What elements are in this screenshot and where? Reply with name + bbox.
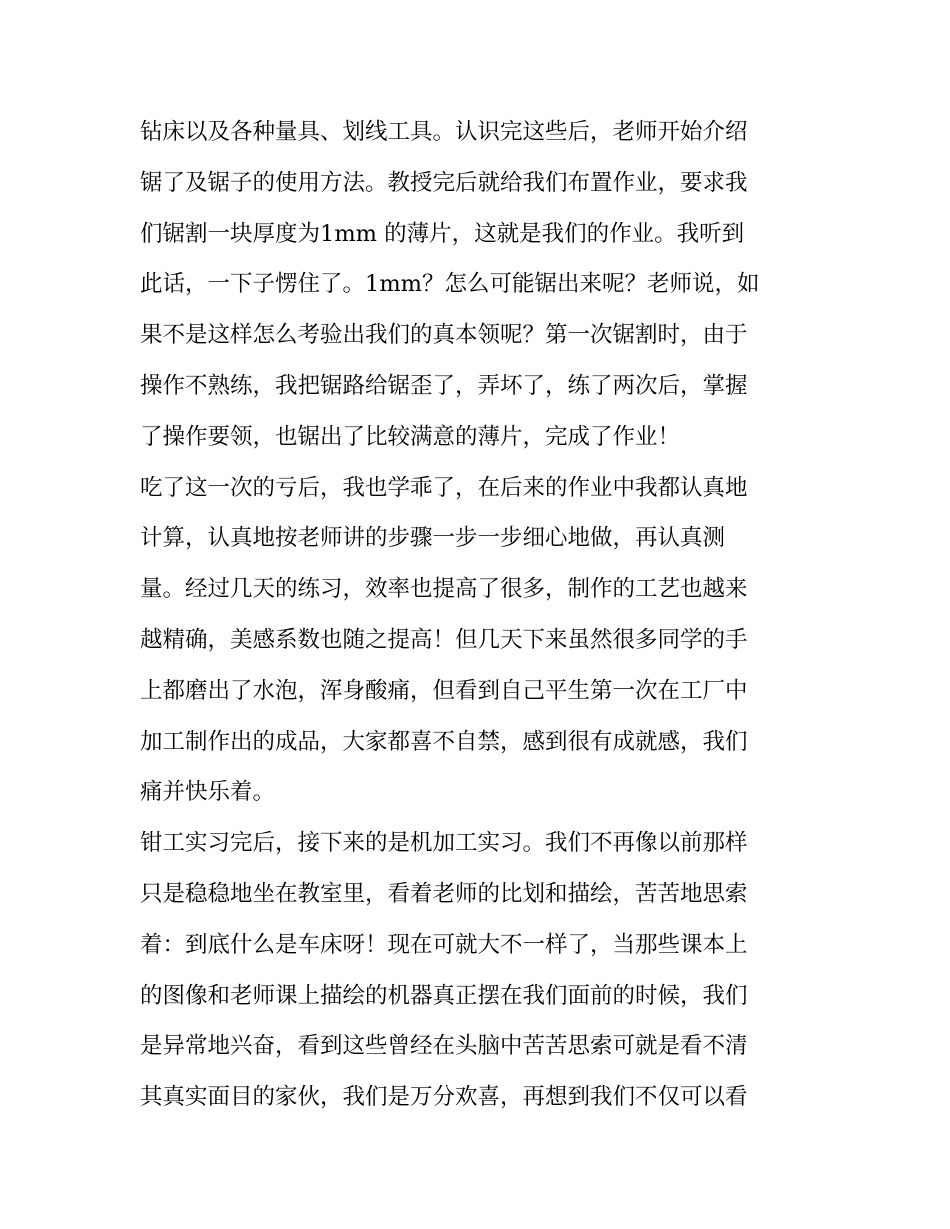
- text-line: 的图像和老师课上描绘的机器真正摆在我们面前的时候，我们: [140, 982, 748, 1009]
- text-line: 上都磨出了水泡，浑身酸痛，但看到自己平生第一次在工厂中: [140, 677, 748, 704]
- text-line: 果不是这样怎么考验出我们的真本领呢？第一次锯割时，由于: [140, 322, 748, 349]
- text-line: 着：到底什么是车床呀！现在可就大不一样了，当那些课本上: [140, 931, 748, 958]
- text-line: 们锯割一块厚度为1mm 的薄片，这就是我们的作业。我听到: [140, 220, 745, 247]
- text-line: 越精确，美感系数也随之提高！但几天下来虽然很多同学的手: [140, 626, 748, 653]
- text-line: 钳工实习完后，接下来的是机加工实习。我们不再像以前那样: [140, 830, 748, 857]
- text-line: 只是稳稳地坐在教室里，看着老师的比划和描绘，苦苦地思索: [140, 880, 748, 907]
- text-line: 痛并快乐着。: [140, 779, 276, 806]
- text-line: 操作不熟练，我把锯路给锯歪了，弄坏了，练了两次后，掌握: [140, 372, 748, 399]
- text-line: 计算，认真地按老师讲的步骤一步一步细心地做，再认真测: [140, 525, 726, 552]
- text-line: 加工制作出的成品，大家都喜不自禁，感到很有成就感，我们: [140, 728, 748, 755]
- text-line: 了操作要领，也锯出了比较满意的薄片，完成了作业！: [140, 423, 681, 450]
- text-line: 吃了这一次的亏后，我也学乖了，在后来的作业中我都认真地: [140, 474, 748, 501]
- text-line: 锯了及锯子的使用方法。教授完后就给我们布置作业，要求我: [140, 169, 748, 196]
- body-text: [140, 107, 820, 1123]
- text-line: 其真实面目的家伙，我们是万分欢喜，再想到我们不仅可以看: [140, 1084, 748, 1111]
- text-line: 钻床以及各种量具、划线工具。认识完这些后，老师开始介绍: [140, 119, 748, 145]
- text-line: 此话，一下子愣住了。1mm？怎么可能锯出来呢？老师说，如: [140, 271, 760, 298]
- text-line: 量。经过几天的练习，效率也提高了很多，制作的工艺也越来: [140, 576, 748, 603]
- text-line: 是异常地兴奋，看到这些曾经在头脑中苦苦思索可就是看不清: [140, 1033, 748, 1060]
